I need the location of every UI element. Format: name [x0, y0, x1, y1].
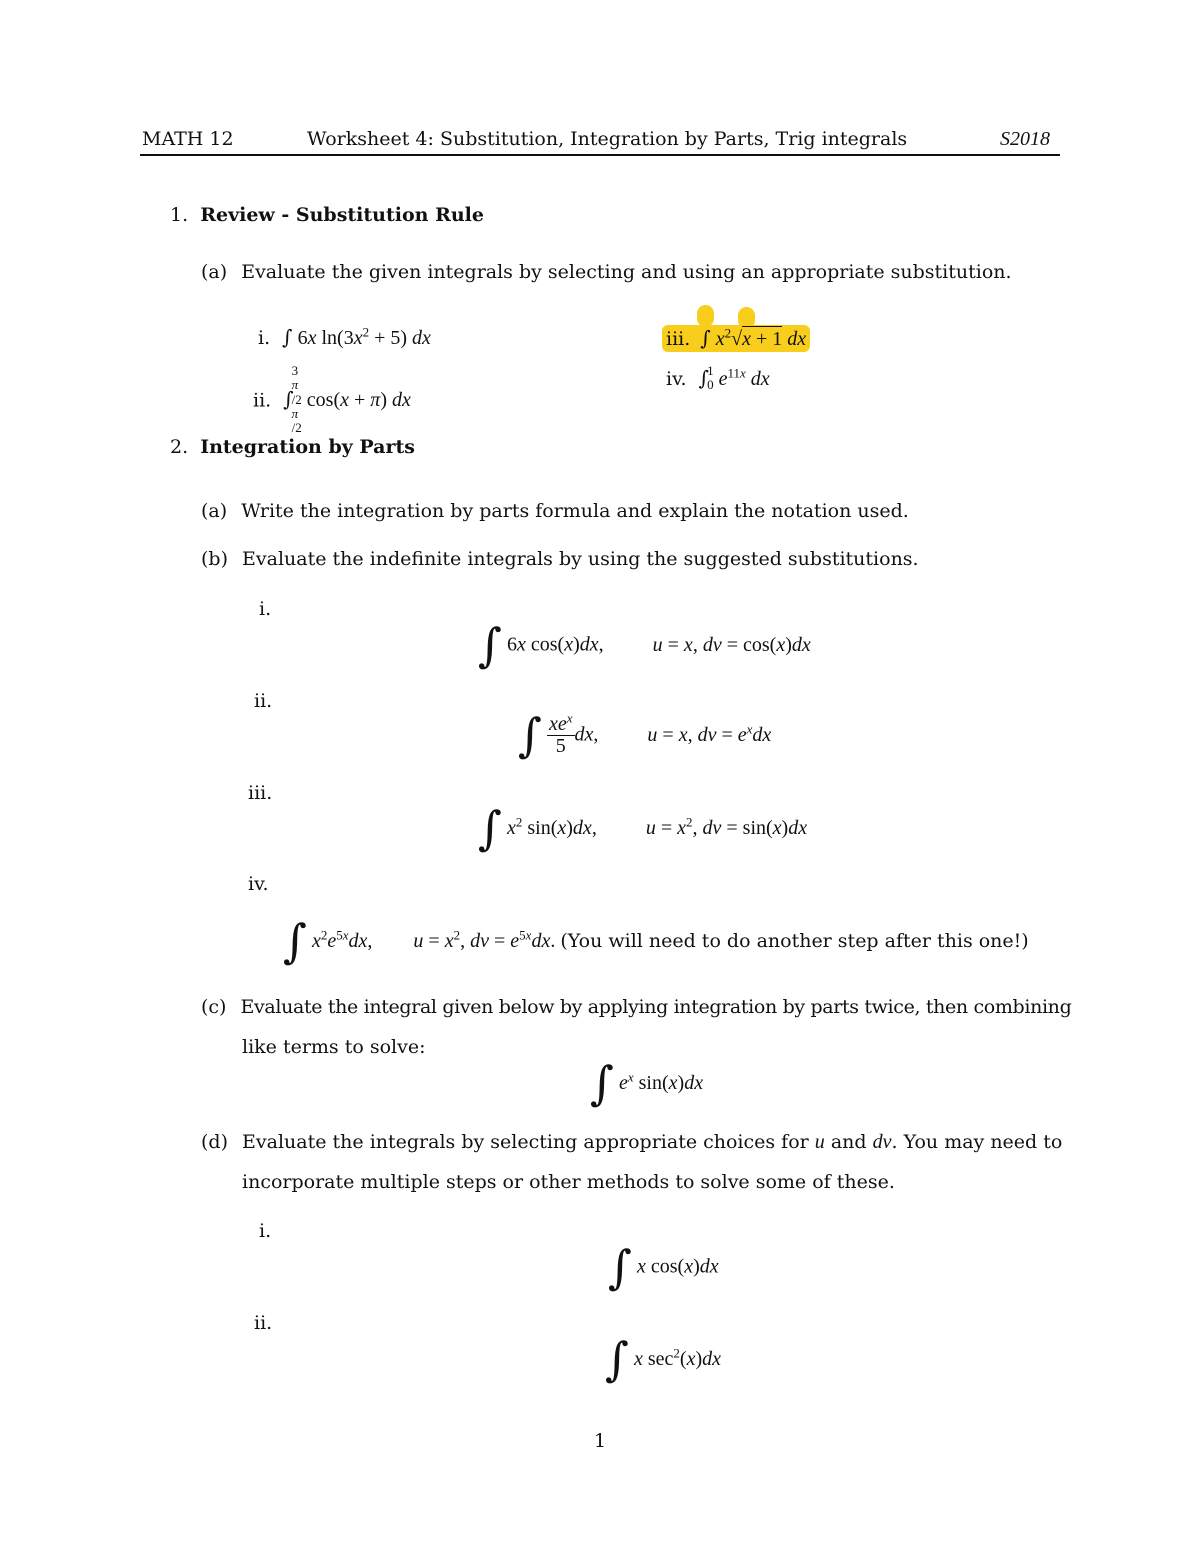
q2c-text-line1: Evaluate the integral given below by applying integration by parts twice, then combining — [240, 996, 1072, 1018]
q2c-text-line2: like terms to solve: — [242, 1036, 426, 1058]
q1a-label: (a) — [201, 261, 228, 283]
q2b-item-i-integral: ∫ 6x cos(x)dx, u = x, dv = cos(x)dx — [478, 618, 811, 672]
q1-heading — [170, 204, 484, 226]
q2d-text-line2: incorporate multiple steps or other methods to solve some of these. — [242, 1171, 895, 1193]
q2b-item-ii-integral: ∫ $\frac{xe^x}{5}$ dx, u = x, dv = $e^xdx$ — [518, 708, 772, 762]
q2c-label: (c) — [201, 996, 227, 1018]
q2b-item-ii-label: ii. — [254, 690, 273, 712]
q2b-item-iii-integral: ∫ $x^2$ sin(x)dx, $u = x^2$, dv = sin(x)dx — [478, 801, 808, 855]
q2b — [201, 548, 919, 570]
q2b-label: (b) — [201, 548, 228, 570]
q1a-text: Evaluate the given integrals by selecting and using an appropriate substitution. — [241, 261, 1012, 283]
q2b-item-iii-label: iii. — [248, 782, 273, 804]
q2d-text-c: . You may need to — [891, 1131, 1063, 1153]
q2a — [201, 500, 909, 522]
q1a-item-i-label: i. — [258, 327, 271, 349]
highlight-mark-1 — [697, 305, 714, 327]
q1a-item-iv — [666, 363, 770, 395]
q1a-item-iii-integral: ∫ $x^2√x + 1$ dx — [700, 325, 807, 350]
header-course: MATH 12 — [142, 128, 234, 150]
q2a-label: (a) — [201, 500, 228, 522]
q2d-text-a: Evaluate the integrals by selecting appropriate choices for — [242, 1131, 809, 1153]
q2-heading — [170, 436, 415, 458]
q1a-item-iii-highlight — [662, 325, 810, 352]
q1a-item-ii-label: ii. — [253, 389, 272, 412]
q1a-item-iv-integral: ∫ 1 0 $e^{11x}$ dx — [698, 363, 770, 393]
q2b-text: Evaluate the indefinite integrals by using the suggested substitutions. — [242, 548, 919, 570]
q2-title: Integration by Parts — [200, 436, 415, 458]
q1a-item-ii — [253, 363, 411, 437]
q1a-item-i-integral: ∫ 6x $\ln(3x^2 + 5)$ dx — [282, 324, 431, 349]
q2c — [201, 996, 1071, 1018]
q2d: (d) Evaluate the integrals by selecting appropriate choices for u and dv. You may need to — [201, 1131, 1063, 1153]
q1a-item-iii-label: iii. — [666, 328, 691, 350]
q1a — [201, 261, 1012, 283]
q1-number: 1. — [170, 204, 189, 226]
page-number: 1 — [594, 1430, 607, 1452]
q2a-text: Write the integration by parts formula and explain the notation used. — [241, 500, 909, 522]
q2-number: 2. — [170, 436, 189, 458]
q2b-item-i-label: i. — [259, 598, 272, 620]
q2b-item-iv-integral: ∫ $x^2e^{5x}dx$, $u = x^2$, dv = $e^{5x}dx$. (You will need to do another step after this one!) — [283, 914, 1029, 968]
q2d-item-ii-integral: ∫ x $\sec^2(x)dx$ — [605, 1332, 722, 1386]
q2d-item-ii-label: ii. — [254, 1312, 273, 1334]
header-rule — [140, 154, 1060, 156]
q1a-item-iii — [662, 325, 810, 352]
q2d-item-i-label: i. — [259, 1220, 272, 1242]
q2d-text-b: and — [830, 1131, 867, 1153]
q1a-item-i — [258, 325, 431, 350]
q1-title: Review - Substitution Rule — [200, 204, 484, 226]
q1a-item-iv-label: iv. — [666, 368, 687, 390]
q1a-item-ii-integral: ∫ 3 π /2 π /2 cos(x + π) dx — [283, 363, 411, 436]
q2d-label: (d) — [201, 1131, 228, 1153]
q2b-item-iv-label: iv. — [248, 873, 269, 895]
header-term: S2018 — [1000, 128, 1050, 150]
header-title: Worksheet 4: Substitution, Integration by Parts, Trig integrals — [307, 128, 908, 150]
q2c-integral: ∫ $e^x$ sin(x)dx — [590, 1056, 704, 1110]
q2d-item-i-integral: ∫ x cos(x)dx — [608, 1240, 719, 1294]
q2b-item-iv-note: (You will need to do another step after this one!) — [560, 930, 1029, 952]
